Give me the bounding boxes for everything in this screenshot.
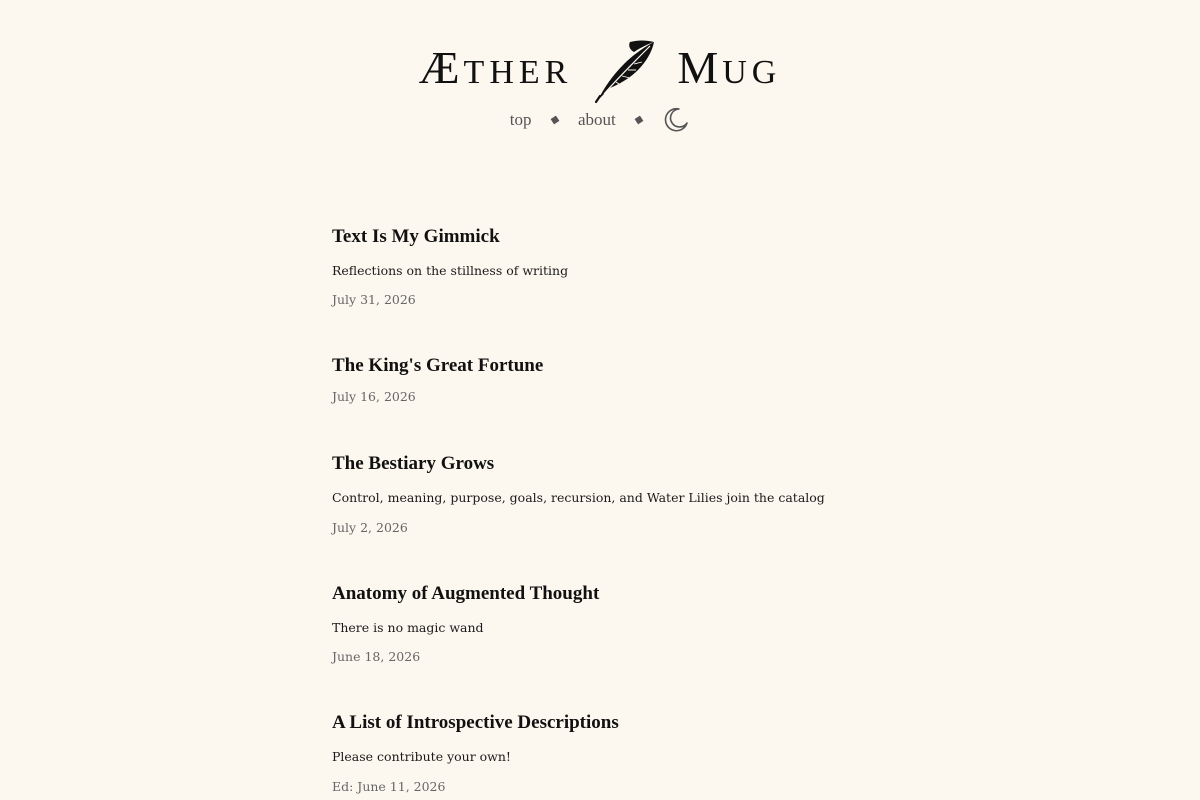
logo-word-mug (677, 28, 781, 113)
post-date: July 2, 2026 (332, 520, 408, 535)
post-item (332, 222, 892, 309)
moon-icon[interactable] (662, 106, 690, 134)
post-subtitle: Please contribute your own! (332, 749, 511, 764)
post-item (332, 351, 892, 406)
post-date: July 16, 2026 (332, 389, 416, 404)
post-item (332, 449, 892, 537)
post-subtitle: There is no magic wand (332, 620, 484, 635)
post-date: July 31, 2026 (332, 292, 416, 307)
nav-link-about[interactable]: about (577, 110, 616, 130)
post-subtitle: Control, meaning, purpose, goals, recursion, and Water Lilies join the catalog (332, 490, 825, 505)
post-subtitle: Reflections on the stillness of writing (332, 263, 569, 278)
site-header (0, 0, 1200, 160)
post-item (332, 579, 892, 666)
logo-rest-ug: UG (722, 53, 782, 91)
nav-link-top[interactable]: top (509, 110, 532, 130)
post-title[interactable]: The King's Great Fortune (332, 355, 544, 376)
post-date: Ed: June 11, 2026 (332, 779, 446, 794)
site-logo[interactable] (0, 26, 1200, 106)
diamond-icon (634, 115, 644, 125)
post-title[interactable]: Text Is My Gimmick (332, 226, 500, 247)
diamond-icon (550, 115, 560, 125)
logo-initial-m: M (677, 41, 723, 93)
top-nav (0, 104, 1200, 134)
feather-icon (590, 36, 658, 104)
logo-initial-ae: Æ (418, 41, 464, 93)
post-title[interactable]: The Bestiary Grows (332, 453, 495, 474)
post-title[interactable]: Anatomy of Augmented Thought (332, 583, 600, 604)
logo-word-aether (419, 28, 573, 113)
post-title[interactable]: A List of Introspective Descriptions (332, 712, 619, 733)
post-date: June 18, 2026 (332, 649, 421, 664)
logo-rest-ther: THER (463, 53, 573, 91)
post-item (332, 708, 892, 796)
